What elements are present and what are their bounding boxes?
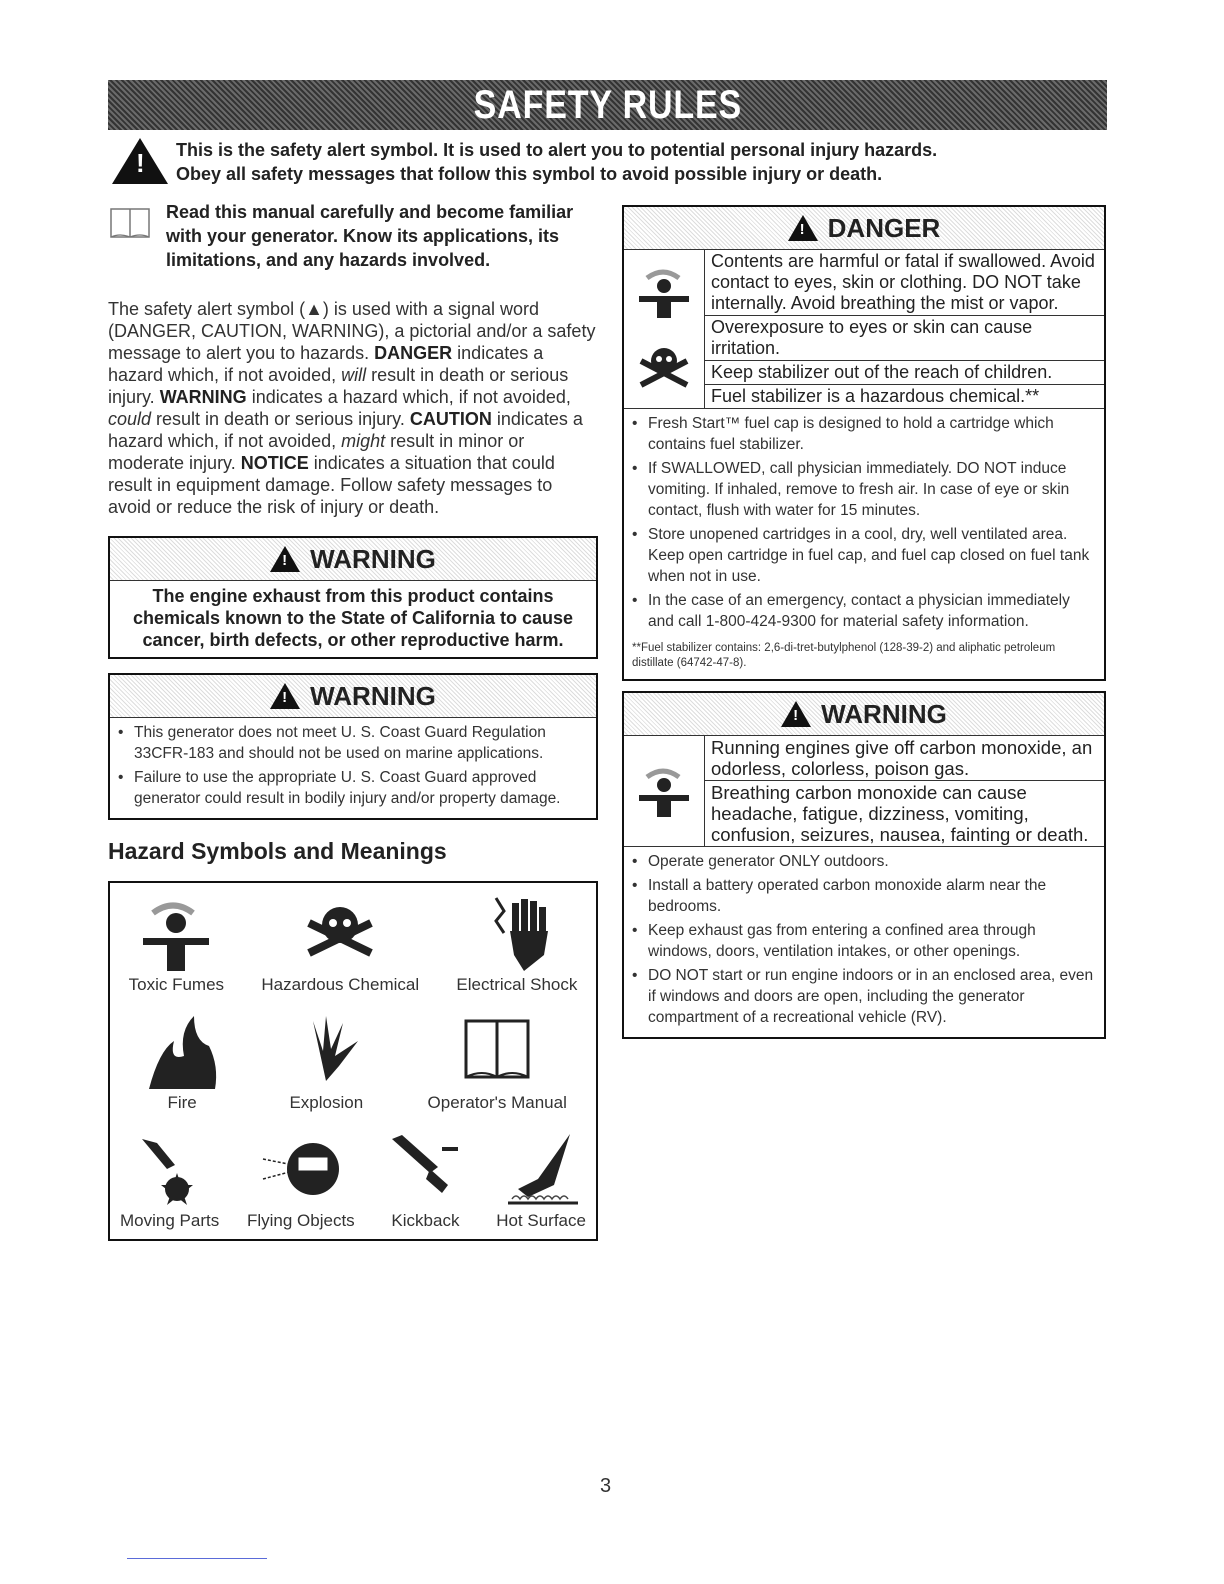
hazard-explosion: Explosion bbox=[283, 1011, 369, 1113]
danger-statement: Contents are harmful or fatal if swallowed. Avoid contact to eyes, skin or clothing. DO NOT take internally. Avoid breathing the mist or vapor. bbox=[705, 250, 1104, 316]
stabilizer-footnote: **Fuel stabilizer contains: 2,6-di-tret-butylphenol (128-39-2) and aliphatic petroleum distillate (64742-47-8). bbox=[632, 642, 1056, 669]
hazard-symbols-title: Hazard Symbols and Meanings bbox=[108, 838, 447, 864]
moving-parts-icon bbox=[127, 1129, 213, 1209]
skull-crossbones-icon bbox=[633, 339, 695, 395]
hazard-moving-parts: Moving Parts bbox=[120, 1129, 219, 1231]
danger-statement: Keep stabilizer out of the reach of children. bbox=[705, 361, 1104, 385]
hazard-hot-surface: Hot Surface bbox=[496, 1129, 586, 1231]
operators-manual-icon bbox=[454, 1011, 540, 1091]
safety-alert-intro bbox=[112, 138, 1012, 186]
hot-surface-icon bbox=[498, 1129, 584, 1209]
hazard-toxic-fumes: Toxic Fumes bbox=[129, 893, 224, 995]
right-column bbox=[622, 205, 1106, 1039]
banner-title: SAFETY RULES bbox=[473, 82, 742, 127]
list-item: • Keep exhaust gas from entering a confined area through windows, doors, ventilation intakes, or other openings. bbox=[632, 920, 1096, 962]
electrical-shock-icon bbox=[474, 893, 560, 973]
read-manual-line-2: with your generator. Know its applications, its bbox=[166, 226, 560, 246]
toxic-fumes-icon bbox=[633, 763, 695, 819]
toxic-fumes-icon bbox=[633, 264, 695, 320]
hazard-electrical-shock: Electrical Shock bbox=[456, 893, 577, 995]
danger-statement: Overexposure to eyes or skin can cause irritation. bbox=[705, 316, 1104, 361]
explosion-icon bbox=[283, 1011, 369, 1091]
hazard-operators-manual: Operator's Manual bbox=[428, 1011, 567, 1113]
kickback-icon bbox=[382, 1129, 468, 1209]
warning-text-line-2: chemicals known to the State of California to cause bbox=[132, 608, 574, 628]
warning-heading: WARNING bbox=[310, 543, 436, 574]
open-book-icon bbox=[108, 206, 152, 240]
danger-heading: DANGER bbox=[827, 212, 941, 243]
list-item: • Store unopened cartridges in a cool, dry, well ventilated area. Keep open cartridge in fuel cap, and fuel cap closed on fuel tank when not in use. bbox=[632, 524, 1096, 587]
warning-triangle-icon bbox=[781, 701, 811, 727]
left-column bbox=[108, 200, 598, 1241]
read-manual-notice bbox=[108, 200, 598, 272]
footer-rule bbox=[127, 1558, 267, 1559]
warning-statement: Running engines give off carbon monoxide, an odorless, colorless, poison gas. bbox=[705, 736, 1104, 781]
list-item: • In the case of an emergency, contact a physician immediately and call 1-800-424-9300 for material safety information. bbox=[632, 590, 1096, 632]
list-item: • Failure to use the appropriate U. S. Coast Guard approved generator could result in bodily injury and/or property damage. bbox=[118, 767, 588, 809]
toxic-fumes-icon bbox=[133, 893, 219, 973]
carbon-monoxide-warning-box bbox=[622, 691, 1106, 1039]
signal-word-explanation: The safety alert symbol (▲) is used with a signal word (DANGER, CAUTION, WARNING), a pictorial and/or a safety message to alert you to hazards. DANGER indicates a hazard which, if not avoided, will result in death or serious injury. WARNING indicates a hazard which, if not avoided, could result in death or serious injury. CAUTION indicates a hazard which, if not avoided, might result in minor or moderate injury. NOTICE indicates a situation that could result in equipment damage. Follow safety messages to avoid or reduce the risk of injury or death. bbox=[108, 299, 596, 517]
warning-statement: Breathing carbon monoxide can cause headache, fatigue, dizziness, vomiting, confusion, seizures, nausea, fainting or death. bbox=[711, 782, 1089, 845]
alert-line-1: This is the safety alert symbol. It is used to alert you to potential personal injury hazards. bbox=[176, 140, 938, 160]
danger-triangle-icon bbox=[788, 215, 818, 241]
flying-objects-icon bbox=[258, 1129, 344, 1209]
list-item: • Install a battery operated carbon monoxide alarm near the bedrooms. bbox=[632, 875, 1096, 917]
list-item: • Operate generator ONLY outdoors. bbox=[632, 851, 1096, 872]
alert-triangle-icon bbox=[112, 138, 168, 184]
hazard-hazardous-chemical: Hazardous Chemical bbox=[261, 893, 419, 995]
fire-icon bbox=[139, 1011, 225, 1091]
hazard-fire: Fire bbox=[139, 1011, 225, 1113]
warning-text-line-1: The engine exhaust from this product contains bbox=[152, 586, 554, 606]
danger-statement: Fuel stabilizer is a hazardous chemical.** bbox=[711, 386, 1040, 406]
alert-line-2: Obey all safety messages that follow this symbol to avoid possible injury or death. bbox=[176, 164, 883, 184]
warning-heading: WARNING bbox=[821, 698, 947, 729]
hazard-kickback: Kickback bbox=[382, 1129, 468, 1231]
list-item: • This generator does not meet U. S. Coast Guard Regulation 33CFR-183 and should not be used on marine applications. bbox=[118, 722, 588, 764]
list-item: • DO NOT start or run engine indoors or in an enclosed area, even if windows and doors are open, including the generator compartment of a recreational vehicle (RV). bbox=[632, 965, 1096, 1028]
warning-text-line-3: cancer, birth defects, or other reproductive harm. bbox=[142, 630, 564, 650]
list-item: • Fresh Start™ fuel cap is designed to hold a cartridge which contains fuel stabilizer. bbox=[632, 413, 1096, 455]
hazard-symbols-box bbox=[108, 881, 598, 1241]
warning-triangle-icon bbox=[270, 546, 300, 572]
inline-alert-icon: ▲ bbox=[305, 299, 323, 319]
warning-heading: WARNING bbox=[310, 680, 436, 711]
california-warning-box bbox=[108, 536, 598, 659]
read-manual-line-3: limitations, and any hazards involved. bbox=[166, 250, 491, 270]
fuel-stabilizer-danger-box bbox=[622, 205, 1106, 681]
warning-triangle-icon bbox=[270, 683, 300, 709]
skull-crossbones-icon bbox=[297, 893, 383, 973]
page-number: 3 bbox=[600, 1475, 612, 1497]
list-item: • If SWALLOWED, call physician immediately. DO NOT induce vomiting. If inhaled, remove to fresh air. In case of eye or skin contact, flush with water for 15 minutes. bbox=[632, 458, 1096, 521]
read-manual-line-1: Read this manual carefully and become familiar bbox=[166, 202, 574, 222]
page-banner bbox=[108, 80, 1107, 130]
hazard-flying-objects: Flying Objects bbox=[247, 1129, 355, 1231]
coast-guard-warning-box bbox=[108, 673, 598, 820]
